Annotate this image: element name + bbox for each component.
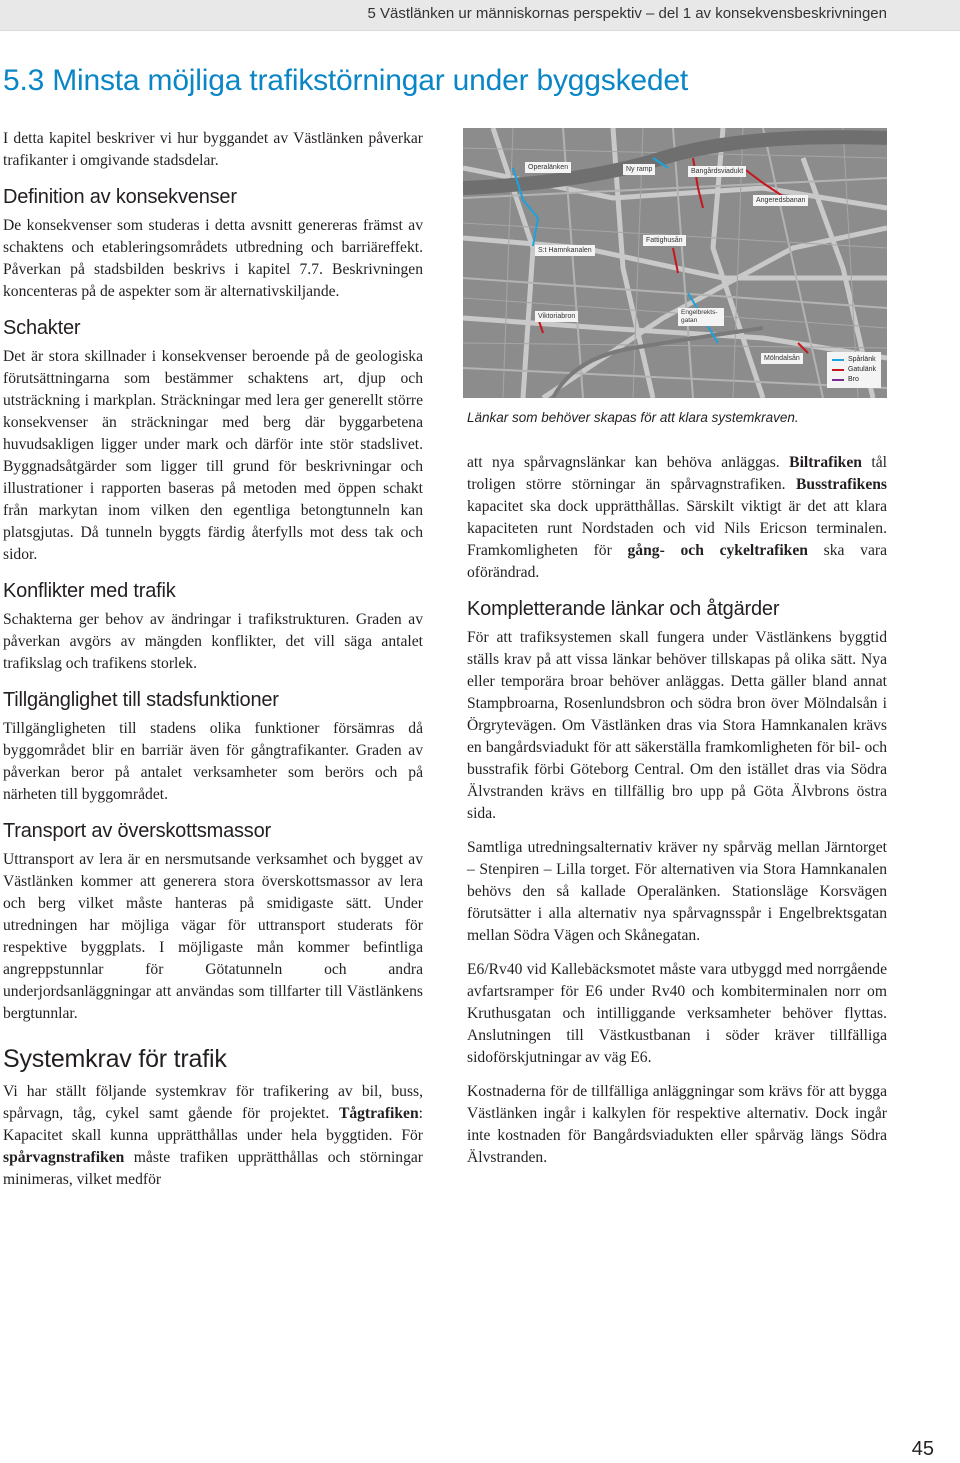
map-label-operalanken: Operalänken bbox=[525, 162, 571, 173]
paragraph-tillganglighet: Tillgängligheten till stadens olika funktioner försämras då byggområdet blir en barriär även för gångtrafikanter. Graden av påverkan beror på antalet verksamheter som berörs och på närheten till byggområdet. bbox=[3, 720, 423, 803]
section-title: 5.3 Minsta möjliga trafikstörningar under byggskedet bbox=[3, 64, 688, 97]
systemkrav-text-2: : Kapacitet skall kunna upprätthållas under hela byggtiden. För bbox=[3, 1105, 423, 1144]
legend-item-sparlank bbox=[832, 355, 876, 365]
page-number: 45 bbox=[911, 1438, 934, 1460]
systemkrav-text-1: Vi har ställt följande systemkrav för trafikering av bil, buss, spårvagn, tåg, cykel samt gående för projektet. bbox=[3, 1083, 423, 1122]
paragraph-schakter: Det är stora skillnader i konsekvenser beroende på de geologiska förutsättningarna som bestämmer schaktens art, djup och utsträckning i markplan. Sträckningar med lera ger generellt större konsekvenser än sträckningar med berg där byggarbetena huvudsakligen ligger under mark och därför inte stör stadslivet. Byggnadsåtgärder som ligger till grund för beskrivningar och illustrationer i rapporten baseras på metoden med öppen schakt från markytan inom vilken den egentliga betongtunneln kan platsgjutas. Då tunneln byggts färdig återfylls mot dess tak och sidor. bbox=[3, 348, 423, 563]
trafikslag-text-a: att nya spårvagnslänkar kan behöva anläggas. bbox=[467, 454, 790, 471]
paragraph-trafikslag bbox=[467, 452, 887, 584]
legend-swatch-red bbox=[832, 369, 844, 371]
right-column bbox=[467, 452, 887, 1181]
heading-tillganglighet: Tillgänglighet till stadsfunktioner bbox=[3, 689, 279, 711]
legend-label-bro: Bro bbox=[847, 376, 859, 383]
map-label-hamnkanalen: S:t Hamnkanalen bbox=[535, 245, 595, 256]
map-figure bbox=[463, 128, 887, 398]
systemkrav-bold-tagtrafiken: Tågtrafiken bbox=[338, 1105, 419, 1122]
trafikslag-text-d: kapacitet ska dock upprätthållas. Särskilt viktigt är det att klara kapaciteten runt Nordstaden och vid Nils Ericson terminalen. Framkomligheten för bbox=[467, 498, 887, 559]
heading-transport: Transport av överskottsmassor bbox=[3, 820, 271, 842]
running-title: 5 Västlänken ur människornas perspektiv – del 1 av konsekvensbeskrivningen bbox=[367, 5, 887, 22]
legend-item-gatulank bbox=[832, 365, 876, 375]
paragraph-sparvag: Samtliga utredningsalternativ kräver ny spårväg mellan Järntorget – Stenpiren – Lilla torget. För alternativen via Stora Hamnkanalen behövs den så kallade Operalänken. Stationsläge Korsvägen förutsätter i alla alternativ nya spårvagnsspår i Engelbrektsgatan mellan Södra Vägen och Skånegatan. bbox=[467, 839, 887, 944]
paragraph-e6: E6/Rv40 vid Kallebäcksmotet måste vara utbyggd med norrgående avfartsramper för E6 under Rv40 och kombiterminalen norr om Kruthusgatan och intilliggande verksamheter behöver flyttas. Anslutningen till Västkustbanan i söder kräver tillfälliga sidoförskjutningar av väg E6. bbox=[467, 961, 887, 1066]
legend-swatch-blue bbox=[832, 359, 844, 361]
map-label-viktoriabron: Viktoriabron bbox=[535, 311, 578, 322]
intro-paragraph: I detta kapitel beskriver vi hur byggandet av Västlänken påverkar trafikanter i omgivande stadsdelar. bbox=[3, 130, 423, 169]
systemkrav-text-3: måste trafiken upprätthållas och störningar minimeras, vilket medför bbox=[3, 1149, 423, 1188]
heading-konflikter: Konflikter med trafik bbox=[3, 580, 176, 602]
map-label-fattighusan: Fattighusån bbox=[643, 235, 686, 246]
paragraph-systemkrav bbox=[3, 1081, 423, 1191]
map-label-angeredsbanan: Angeredsbanan bbox=[753, 195, 808, 206]
legend-label-gatulank: Gatulänk bbox=[847, 366, 876, 373]
map-label-bangardsviadukt: Bangårdsviadukt bbox=[688, 166, 746, 177]
heading-kompletterande: Kompletterande länkar och åtgärder bbox=[467, 598, 780, 620]
trafikslag-text-c: tål troligen större störningar än spårvagnstrafiken. bbox=[467, 454, 887, 493]
paragraph-kompletterande: För att trafiksystemen skall fungera under Västlänkens byggtid ställs krav på att vissa länkar behöver tillskapas på olika sätt. Nya eller temporära broar behöver anläggas. Detta gäller bland annat Stampbroarna, Rosenlundsbron och södra bron över Mölndalsån i Örgrytevägen. Om Västlänken dras via Stora Hamnkanalen krävs en bangårdsviadukt för att säkerställa framkomligheten för bil- och busstrafik förbi Göteborg Central. Om den istället dras via Södra Älvstranden krävs en tillfällig bro upp på Göta Älvbrons östra sida. bbox=[467, 629, 887, 822]
map-caption: Länkar som behöver skapas för att klara systemkraven. bbox=[467, 410, 799, 425]
legend-label-sparlank: Spårlänk bbox=[847, 356, 876, 363]
heading-definition: Definition av konsekvenser bbox=[3, 186, 237, 208]
bold-biltrafiken: Biltrafiken bbox=[789, 454, 862, 471]
bold-gang-och-cykeltrafiken: gång- och cykeltrafiken bbox=[627, 542, 808, 559]
running-header bbox=[0, 0, 960, 31]
paragraph-definition: De konsekvenser som studeras i detta avsnitt genereras främst av schaktens och etableringsområdets utbredning och barriäreffekt. Påverkan på stadsbilden beskrivs i kapitel 7.7. Beskrivningen koncenteras på de aspekter som är alternativskiljande. bbox=[3, 217, 423, 300]
legend-item-bro bbox=[832, 375, 876, 385]
map-label-molndalsan: Mölndalsån bbox=[761, 353, 803, 364]
paragraph-kostnader: Kostnaderna för de tillfälliga anläggningar som krävs för att bygga Västlänken ingår i kalkylen för respektive alternativ. Dock ingår inte kostnaden för Bangårdsviadukten eller spårväg längs Södra Älvstranden. bbox=[467, 1083, 887, 1166]
left-column bbox=[3, 128, 423, 1199]
map-label-ny-ramp: Ny ramp bbox=[623, 164, 655, 175]
heading-systemkrav: Systemkrav för trafik bbox=[3, 1045, 227, 1073]
bold-busstrafikens: Busstrafikens bbox=[796, 476, 887, 493]
paragraph-transport: Uttransport av lera är en nersmutsande verksamhet och bygget av Västlänken kommer att generera stora överskottsmassor av lera och berg vilket måste hanteras på smidigaste sätt. Under utredningen har möjliga vägar för uttransport studerats för respektive byggplats. I möjligaste mån kommer befintliga angreppstunnlar för Götatunneln och andra underjordsanläggningar att användas som tillfarter till Västlänkens bergtunnlar. bbox=[3, 851, 423, 1022]
trafikslag-text-e: ska vara oförändrad. bbox=[467, 542, 887, 581]
heading-schakter: Schakter bbox=[3, 317, 81, 339]
legend-swatch-purple bbox=[832, 379, 844, 381]
paragraph-konflikter: Schakterna ger behov av ändringar i trafikstrukturen. Graden av påverkan avgörs av mängden konflikter, det vill säga antalet trafikslag och trafikens storlek. bbox=[3, 611, 423, 672]
map-label-engelbrektsgatan: Engelbrekts-gatan bbox=[678, 308, 724, 326]
systemkrav-bold-sparvagnstrafiken: spårvagnstrafiken bbox=[3, 1149, 125, 1166]
map-legend bbox=[827, 352, 881, 388]
